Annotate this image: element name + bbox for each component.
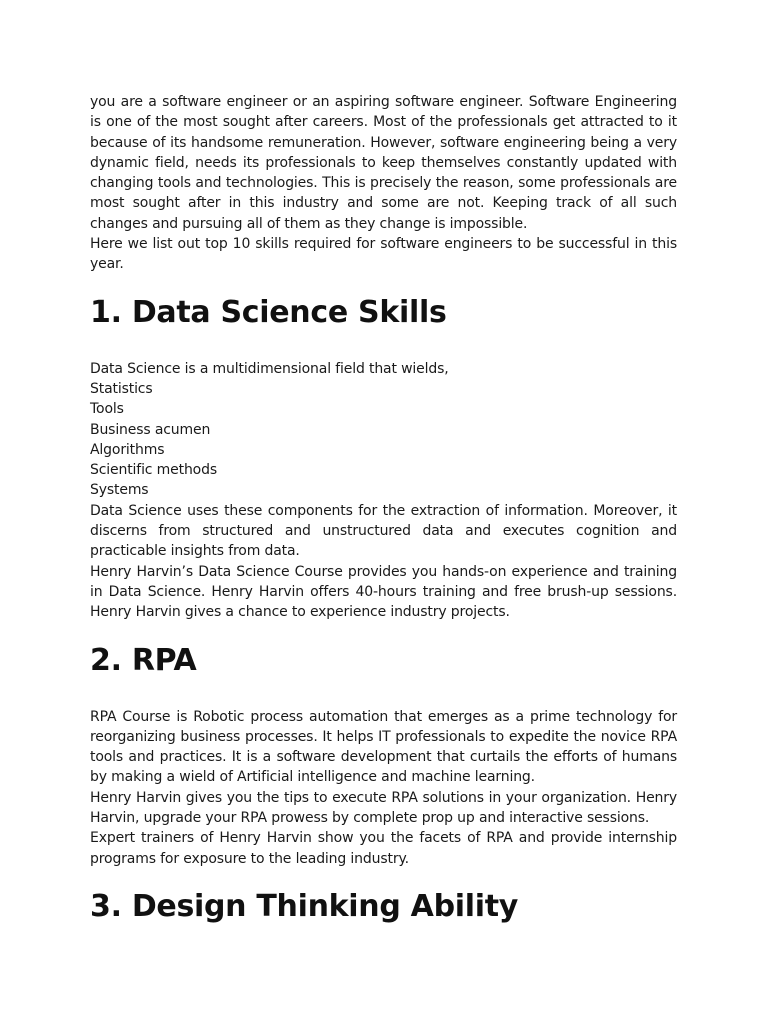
intro-summary: Here we list out top 10 skills required for software engineers to be successful in this year. <box>90 236 677 273</box>
intro-paragraph: you are a software engineer or an aspiring software engineer. Software Engineering is one of the most sought after careers. Most of the professionals get attracted to it because of its handsome remuneration. However, software engineering being a very dynamic field, needs its professionals to keep themselves constantly updated with changing tools and technologies. This is precisely the reason, some professionals are most sought after in this industry and some are not. Keeping track of all such changes and pursuing all of them as they change is impossible. <box>90 94 677 232</box>
data-science-lead: Data Science is a multidimensional field that wields, <box>90 360 449 377</box>
heading-data-science: 1. Data Science Skills <box>90 294 447 330</box>
heading-rpa: 2. RPA <box>90 642 197 678</box>
heading-design-thinking: 3. Design Thinking Ability <box>90 888 518 924</box>
data-science-paragraph: Data Science uses these components for the extraction of information. Moreover, it discerns from structured and unstructured data and executes cognition and practicable insights from data. <box>90 502 677 560</box>
document-page <box>90 92 677 925</box>
list-item: Systems <box>90 482 149 499</box>
rpa-trainers-paragraph: Expert trainers of Henry Harvin show you the facets of RPA and provide internship programs for exposure to the leading industry. <box>90 830 677 867</box>
list-item: Scientific methods <box>90 462 217 479</box>
list-item: Tools <box>90 401 124 418</box>
data-science-course-paragraph: Henry Harvin’s Data Science Course provides you hands-on experience and training in Data Science. Henry Harvin offers 40-hours training and free brush-up sessions. Henry Harvin gives a chance to experience industry projects. <box>90 563 677 621</box>
list-item: Statistics <box>90 380 153 397</box>
list-item: Algorithms <box>90 441 165 458</box>
rpa-paragraph: RPA Course is Robotic process automation that emerges as a prime technology for reorganizing business processes. It helps IT professionals to expedite the novice RPA tools and practices. It is a software development that curtails the efforts of humans by making a wield of Artificial intelligence and machine learning. <box>90 708 677 786</box>
rpa-tips-paragraph: Henry Harvin gives you the tips to execute RPA solutions in your organization. Henry Harvin, upgrade your RPA prowess by complete prop up and interactive sessions. <box>90 789 677 827</box>
list-item: Business acumen <box>90 421 211 438</box>
